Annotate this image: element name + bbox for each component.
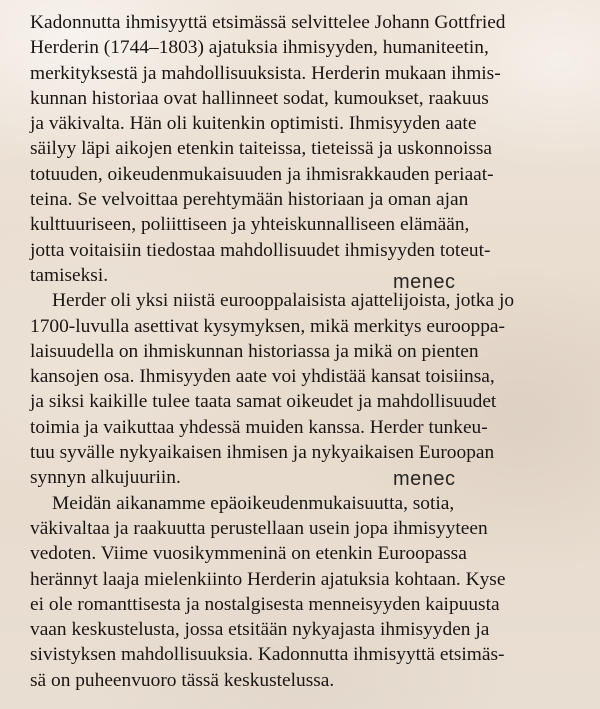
text-line: väkivaltaa ja raakuutta perustellaan usein jopa ihmisyyteen	[30, 517, 488, 539]
text-line: teina. Se velvoittaa perehtymään historiaan ja oman ajan	[30, 189, 469, 211]
text-line: tamiseksi.	[30, 264, 109, 286]
paragraph-3	[30, 491, 590, 693]
text-line: tuu syvälle nykyaikaisen ihmisen ja nykyaikaisen Euroopan	[30, 442, 495, 464]
text-line: sä on puheenvuoro tässä keskustelussa.	[30, 669, 335, 691]
watermark: menec	[393, 271, 456, 293]
text-line: Meidän aikanamme epäoikeudenmukaisuutta, sotia,	[52, 492, 455, 514]
paragraph-2	[30, 288, 590, 490]
text-line: vedoten. Viime vuosikymmeninä on etenkin Euroopassa	[30, 543, 467, 565]
watermark: menec	[393, 468, 456, 490]
text-line: Herder oli yksi niistä eurooppalaisista ajattelijoista, jotka jo	[52, 290, 515, 312]
text-line: synnyn alkujuuriin.	[30, 467, 181, 489]
text-line: kunnan historiaa ovat hallinneet sodat, kumoukset, raakuus	[30, 87, 489, 109]
text-body	[30, 10, 590, 693]
text-line: sivistyksen mahdollisuuksia. Kadonnutta ihmisyyttä etsimäs-	[30, 644, 505, 666]
text-line: merkityksestä ja mahdollisuuksista. Herderin mukaan ihmis-	[30, 62, 501, 84]
text-line: Herderin (1744–1803) ajatuksia ihmisyyden, humaniteetin,	[30, 37, 489, 59]
text-line: toimia ja vaikuttaa yhdessä muiden kanssa. Herder tunkeu-	[30, 416, 488, 438]
text-line: kansojen osa. Ihmisyyden aate voi yhdistää kansat toisiinsa,	[30, 366, 495, 388]
text-line: laisuudella on ihmiskunnan historiassa ja mikä on pienten	[30, 340, 479, 362]
text-line: 1700-luvulla asettivat kysymyksen, mikä merkitys eurooppa-	[30, 315, 505, 337]
text-line: jotta voitaisiin tiedostaa mahdollisuudet ihmisyyden toteut-	[30, 239, 491, 261]
text-line: ei ole romanttisesta ja nostalgisesta menneisyyden kaipuusta	[30, 593, 500, 615]
text-line: kulttuuriseen, poliittiseen ja yhteiskunnalliseen elämään,	[30, 214, 470, 236]
text-line: vaan keskustelusta, jossa etsitään nykyajasta ihmisyyden ja	[30, 619, 490, 641]
text-line: Kadonnutta ihmisyyttä etsimässä selvittelee Johann Gottfried	[30, 12, 506, 33]
text-line: totuuden, oikeudenmukaisuuden ja ihmisrakkauden periaat-	[30, 163, 494, 185]
paragraph-1	[30, 10, 590, 288]
text-line: ja väkivalta. Hän oli kuitenkin optimisti. Ihmisyyden aate	[30, 113, 477, 135]
text-line: säilyy läpi aikojen etenkin taiteissa, tieteissä ja uskonnoissa	[30, 138, 493, 160]
text-line: ja siksi kaikille tulee taata samat oikeudet ja mahdollisuudet	[30, 391, 497, 413]
text-line: herännyt laaja mielenkiinto Herderin ajatuksia kohtaan. Kyse	[30, 568, 506, 590]
